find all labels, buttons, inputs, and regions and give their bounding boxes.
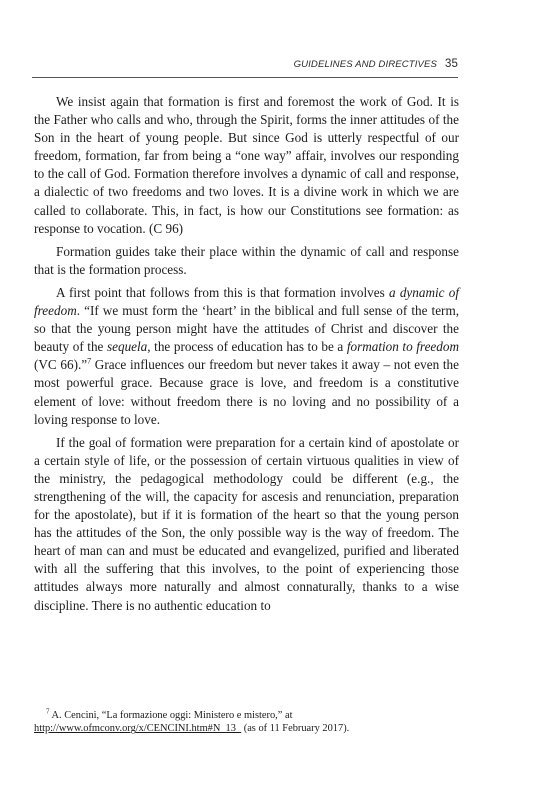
footnote-tail: (as of 11 February 2017). <box>241 723 350 735</box>
paragraph-1: We insist again that formation is first and foremost the work of God. It is the Father who calls and who, through the Spirit, forms the inner attitudes of the Son in the heart of young people. But since God is utterly respectful of our freedom, formation, far from being a “one way” affair, involves our responding to the call of God. Formation therefore involves a dynamic of call and response, a dialectic of two freedoms and two loves. It is a divine work in which we are called to collaborate. This, in fact, is how our Constitutions see formation: as response to vocation. (C 96) <box>34 94 459 236</box>
paragraph-3-emphasis-1: a dynamic of freedom <box>34 284 459 319</box>
paragraph-3-text-1: A first point that follows from this is that formation involves <box>56 284 389 300</box>
footnote-link[interactable]: http://www.ofmconv.org/x/CENCINI.htm#N_13_ <box>34 723 242 735</box>
paragraph-3-text-3: , the process of education has to be a <box>147 339 347 355</box>
paragraph-3-emphasis-2: sequela <box>106 339 148 355</box>
paragraph-4: If the goal of formation were preparation for a certain kind of apostolate or a certain style of life, or the possession of certain virtuous qualities in view of the ministry, the pedagogical methodology could be different (e.g., the strengthening of the will, the capacity for ascesis and renunciation, preparation for the apostolate), but if it is formation of the heart so that the young person has the attitudes of the Son, the only possible way is the way of freedom. The heart of man can and must be educated and evangelized, purified and liberated with all the suffering that this involves, to the point of experiencing those attitudes always more naturally and almost connaturally, thanks to a wise discipline. There is no authentic education to <box>34 434 459 613</box>
section-title: GUIDELINES AND DIRECTIVES <box>293 59 437 70</box>
running-header <box>32 58 458 74</box>
paragraph-3-emphasis-3: formation to freedom <box>346 339 459 355</box>
footnote-text: A. Cencini, “La formazione oggi: Ministero e mistero,” at <box>49 710 293 721</box>
footnote-paragraph <box>34 709 459 736</box>
footnote-reference: 7 <box>87 356 92 366</box>
footnote-mark: 7 <box>46 707 50 716</box>
paragraph-2: Formation guides take their place within the dynamic of call and response that is the formation process. <box>34 243 459 277</box>
footnote <box>34 709 459 736</box>
header-rule <box>32 77 458 78</box>
paragraph-3-text-5: Grace influences our freedom but never takes it away – not even the most powerful grace. Because grace is love, and freedom is a constitutive element of love: without freedom there is no loving and no possibility of a loving response to love. <box>34 357 459 427</box>
body-text <box>34 93 459 620</box>
page-number: 35 <box>445 58 458 70</box>
paragraph-3-text-2: . “If we must form the ‘heart’ in the biblical and full sense of the term, so that the young person might have the attitudes of Christ and discover the beauty of the <box>34 303 459 355</box>
paragraph-3-text-4: (VC 66).” <box>34 357 88 373</box>
paragraph-3 <box>34 284 459 429</box>
